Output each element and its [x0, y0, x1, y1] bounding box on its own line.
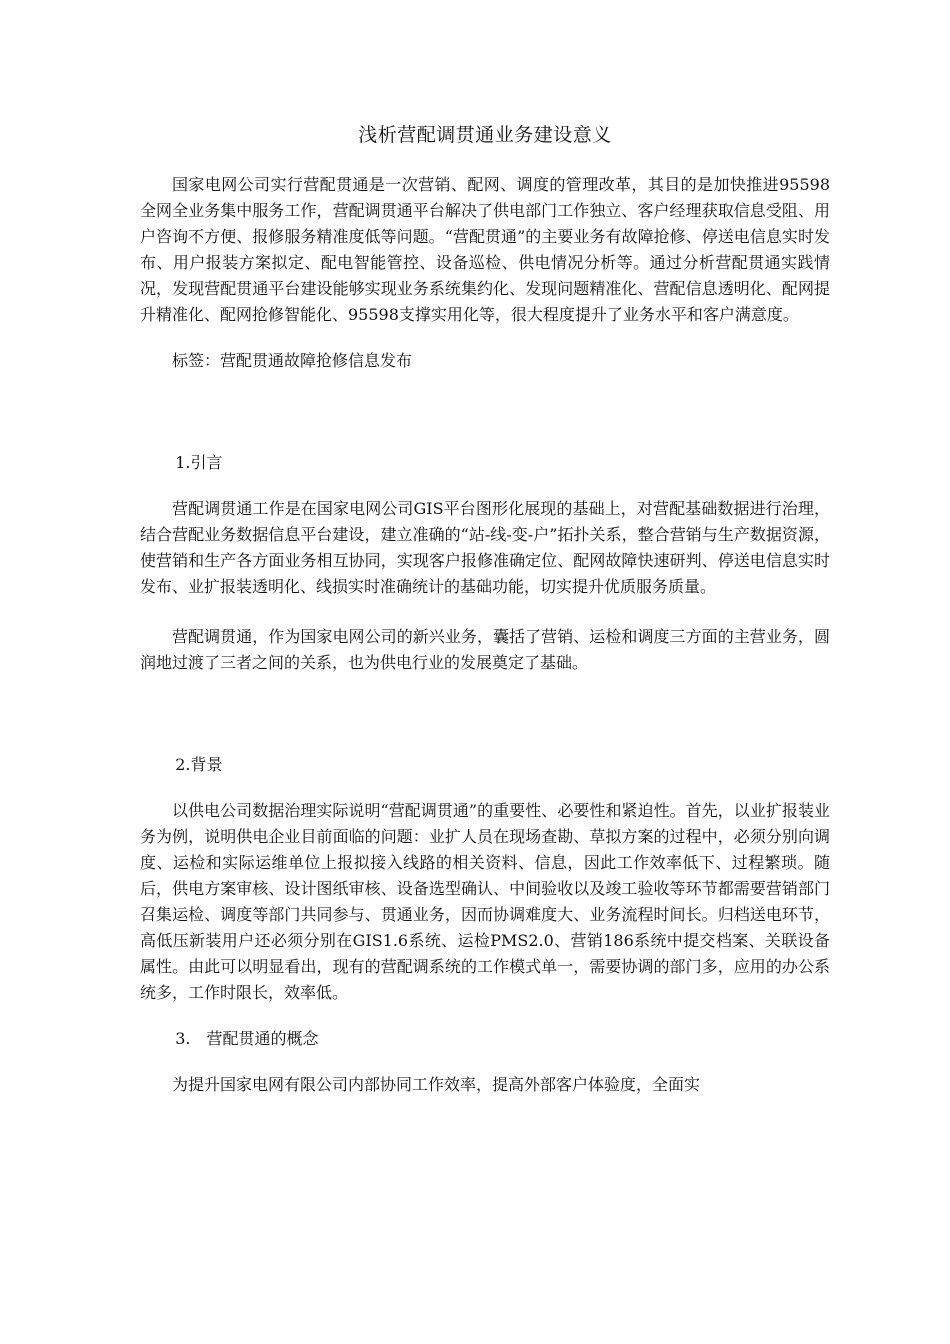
- spacer: [140, 600, 830, 624]
- keywords-line: 标签：营配贯通故障抢修信息发布: [172, 351, 413, 370]
- spacer: [140, 476, 830, 496]
- document-title: 浅析营配调贯通业务建设意义: [358, 124, 612, 146]
- concept-paragraph: 为提升国家电网有限公司内部协同工作效率，提高外部客户体验度，全面实: [172, 1075, 701, 1094]
- spacer: [140, 328, 830, 348]
- spacer: [140, 1006, 830, 1026]
- document-page: [140, 120, 830, 1098]
- spacer: [140, 374, 830, 450]
- spacer: [140, 778, 830, 798]
- section-heading-introduction: 1.引言: [175, 453, 223, 472]
- spacer: [140, 676, 830, 752]
- introduction-paragraph-1: 营配调贯通工作是在国家电网公司GIS平台图形化展现的基础上，对营配基础数据进行治理，结合营配业务数据信息平台建设，建立准确的“站-线-变-户”拓扑关系，整合营销与生产数据资源，使营销和生产各方面业务相互协同，实现客户报修准确定位、配网故障快速研判、停送电信息实时发布、业扩报装透明化、线损实时准确统计的基础功能，切实提升优质服务质量。: [140, 499, 830, 596]
- abstract-paragraph: 国家电网公司实行营配贯通是一次营销、配网、调度的管理改革，其目的是加快推进95598全网全业务集中服务工作，营配调贯通平台解决了供电部门工作独立、客户经理获取信息受阻、用户咨询不方便、报修服务精准度低等问题。“营配贯通”的主要业务有故障抢修、停送电信息实时发布、用户报装方案拟定、配电智能管控、设备巡检、供电情况分析等。通过分析营配贯通实践情况，发现营配贯通平台建设能够实现业务系统集约化、发现问题精准化、营配信息透明化、配网提升精准化、配网抢修智能化、95598支撑实用化等，很大程度提升了业务水平和客户满意度。: [140, 175, 830, 324]
- section-heading-concept: 3. 营配贯通的概念: [175, 1029, 319, 1048]
- section-heading-background: 2.背景: [175, 755, 223, 774]
- background-paragraph: 以供电公司数据治理实际说明“营配调贯通”的重要性、必要性和紧迫性。首先，以业扩报装业务为例，说明供电企业目前面临的问题：业扩人员在现场查勘、草拟方案的过程中，必须分别向调度、运检和实际运维单位上报拟接入线路的相关资料、信息，因此工作效率低下、过程繁琐。随后，供电方案审核、设计图纸审核、设备选型确认、中间验收以及竣工验收等环节都需要营销部门召集运检、调度等部门共同参与、贯通业务，因而协调难度大、业务流程时间长。归档送电环节，高低压新装用户还必须分别在GIS1.6系统、运检PMS2.0、营销186系统中提交档案、关联设备属性。由此可以明显看出，现有的营配调系统的工作模式单一，需要协调的部门多，应用的办公系统多，工作时限长，效率低。: [140, 801, 830, 1002]
- spacer: [140, 1052, 830, 1072]
- introduction-paragraph-2: 营配调贯通，作为国家电网公司的新兴业务，囊括了营销、运检和调度三方面的主营业务，圆润地过渡了三者之间的关系，也为供电行业的发展奠定了基础。: [140, 627, 830, 672]
